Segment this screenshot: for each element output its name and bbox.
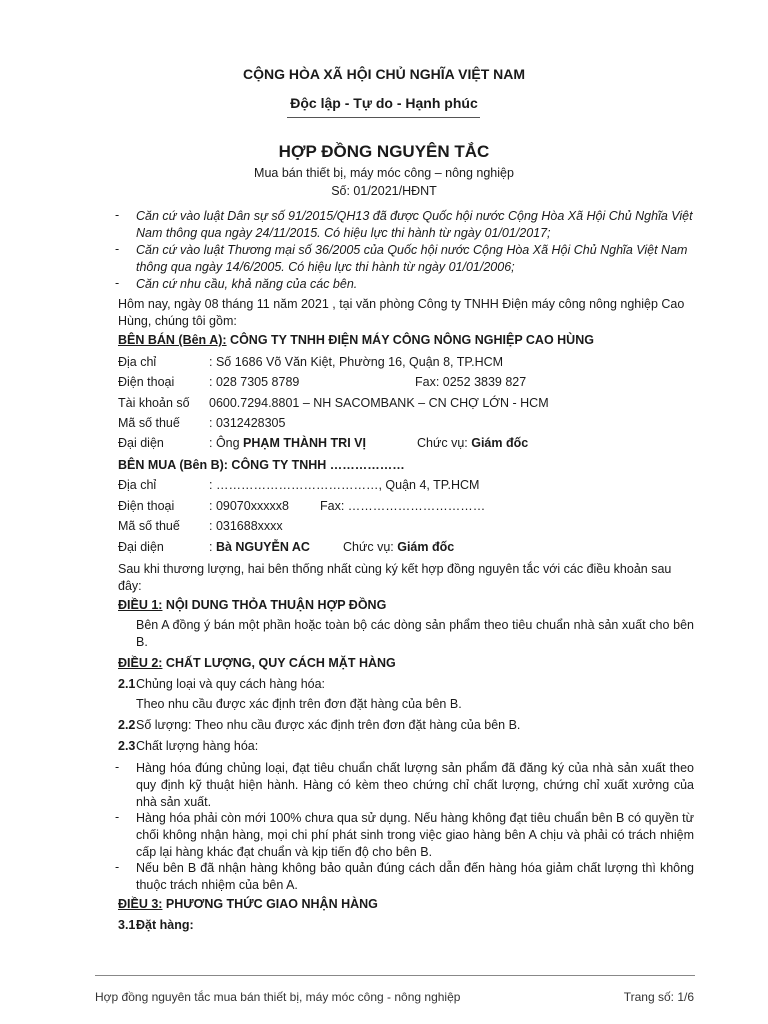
article-3-title: PHƯƠNG THỨC GIAO NHẬN HÀNG — [162, 897, 378, 911]
document-subtitle: Mua bán thiết bị, máy móc công – nông nghiệp — [254, 166, 514, 180]
party-a-fax: Fax: 0252 3839 827 — [415, 375, 527, 389]
party-a-position — [417, 436, 528, 450]
party-b-phone-label: Điện thoại — [118, 499, 175, 513]
party-a-position-value: Giám đốc — [471, 436, 529, 450]
section-2-3-title: Chất lượng hàng hóa: — [136, 739, 259, 753]
article-1-label: ĐIỀU 1: — [118, 598, 163, 612]
document-title: HỢP ĐỒNG NGUYÊN TẮC — [278, 142, 490, 161]
bullet-dash: - — [115, 276, 120, 290]
position-label: Chức vụ: — [417, 436, 472, 450]
bullet-dash: - — [115, 810, 120, 824]
quality-item-3: Nếu bên B đã nhận hàng không bảo quản đúng cách dẫn đến hàng hóa giảm chất lượng thì không thuộc trách nhiệm của bên A. — [136, 861, 694, 892]
basis-civil-law: Căn cứ vào luật Dân sự số 91/2015/QH13 đã được Quốc hội nước Cộng Hòa Xã Hội Chủ Nghĩa Việt Nam thông qua ngày 24/11/2015. Có hiệu lực thi hành từ ngày 01/01/2017; — [136, 209, 693, 240]
motto: Độc lập - Tự do - Hạnh phúc — [290, 95, 478, 111]
article-2-label: ĐIỀU 2: — [118, 656, 163, 670]
basis-commerce-law: Căn cứ vào luật Thương mại số 36/2005 của Quốc hội nước Cộng Hòa Xã Hội Chủ Nghĩa Việt Nam thông qua ngày 14/6/2005. Có hiệu lực thi hành từ ngày 01/01/2006; — [136, 243, 688, 274]
party-b-phone: : 09070xxxxx8 — [209, 499, 289, 513]
party-b-position-value: Giám đốc — [397, 540, 455, 554]
party-a-rep-label: Đại diện — [118, 436, 164, 450]
section-3-1-title: Đặt hàng: — [136, 918, 194, 932]
party-a-tax: : 0312428305 — [209, 416, 286, 430]
nation-title: CỘNG HÒA XÃ HỘI CHỦ NGHĨA VIỆT NAM — [242, 66, 526, 82]
party-a-address: : Số 1686 Võ Văn Kiệt, Phường 16, Quận 8, TP.HCM — [209, 355, 504, 369]
article-1-heading — [118, 598, 386, 612]
quality-item-2: Hàng hóa phải còn mới 100% chưa qua sử dụng. Nếu hàng không đạt tiêu chuẩn bên B có quyền từ chối không nhận hàng, mọi chi phí phát sinh trong việc giao hàng bên A chịu và phải có trách nhiệm cấp lại hàng khác đạt chuẩn và kịp tiến độ cho bên B. — [136, 811, 694, 859]
party-b-address-label: Địa chỉ — [118, 478, 157, 492]
footer-left: Hợp đồng nguyên tắc mua bán thiết bị, máy móc công - nông nghiệp — [95, 990, 461, 1004]
section-2-1-body: Theo nhu cầu được xác định trên đơn đặt hàng của bên B. — [136, 697, 462, 711]
article-2-title: CHẤT LƯỢNG, QUY CÁCH MẶT HÀNG — [162, 656, 396, 670]
party-a-account-label: Tài khoản số — [118, 396, 190, 410]
party-a-heading — [118, 333, 594, 347]
section-2-2-number: 2.2 — [118, 718, 136, 732]
party-b-representative — [209, 540, 310, 554]
bullet-dash: - — [115, 760, 120, 774]
section-2-1-title: Chủng loại và quy cách hàng hóa: — [136, 677, 326, 691]
bullet-dash: - — [115, 242, 120, 256]
article-1-title: NỘI DUNG THỎA THUẬN HỢP ĐỒNG — [162, 598, 387, 612]
party-b-fax: Fax: …………………………… — [320, 499, 486, 513]
section-2-1-number: 2.1 — [118, 677, 136, 691]
bullet-dash: - — [115, 208, 120, 222]
section-3-1-number: 3.1 — [118, 918, 136, 932]
article-2-heading — [118, 656, 396, 670]
bullet-dash: - — [115, 860, 120, 874]
rep-prefix: : — [209, 540, 216, 554]
page-number: Trang số: 1/6 — [623, 990, 694, 1004]
quality-item-1: Hàng hóa đúng chủng loại, đạt tiêu chuẩn chất lượng sản phẩm đã đăng ký của nhà sản xuất theo quy định kỹ thuật hiện hành. Hàng có kèm theo chứng chỉ chất lượng, chứng chỉ xuất xưởng của nhà sản xuất. — [136, 761, 694, 809]
article-3-label: ĐIỀU 3: — [118, 897, 163, 911]
party-a-phone-label: Điện thoại — [118, 375, 175, 389]
party-b-rep-name: Bà NGUYỄN AC — [215, 540, 310, 554]
party-a-phone: : 028 7305 8789 — [209, 375, 300, 389]
article-1-body: Bên A đồng ý bán một phần hoặc toàn bộ các dòng sản phẩm theo tiêu chuẩn nhà sản xuất cho bên B. — [136, 618, 694, 649]
footer-divider — [95, 975, 695, 976]
party-b-rep-label: Đại diện — [118, 540, 164, 554]
party-a-address-label: Địa chỉ — [118, 355, 157, 369]
rep-prefix: : Ông — [209, 436, 244, 450]
section-2-2-text: Số lượng: Theo nhu cầu được xác định trên đơn đặt hàng của bên B. — [136, 718, 521, 732]
section-2-3-number: 2.3 — [118, 739, 136, 753]
position-label: Chức vụ: — [343, 540, 398, 554]
document-number: Số: 01/2021/HĐNT — [331, 184, 437, 198]
motto-underline — [287, 117, 480, 118]
agreement-paragraph: Sau khi thương lượng, hai bên thống nhất cùng ký kết hợp đồng nguyên tắc với các điều khoản sau đây: — [118, 562, 672, 593]
party-b-heading: BÊN MUA (Bên B): CÔNG TY TNHH ……………… — [118, 458, 405, 472]
intro-paragraph: Hôm nay, ngày 08 tháng 11 năm 2021 , tại văn phòng Công ty TNHH Điện máy công nông nghiệp Cao Hùng, chúng tôi gồm: — [118, 297, 685, 328]
party-a-representative — [209, 436, 366, 450]
party-a-tax-label: Mã số thuế — [118, 416, 180, 430]
party-a-company: CÔNG TY TNHH ĐIỆN MÁY CÔNG NÔNG NGHIỆP CAO HÙNG — [230, 333, 594, 347]
party-a-rep-name: PHẠM THÀNH TRI VỊ — [243, 436, 366, 450]
basis-needs: Căn cứ nhu cầu, khả năng của các bên. — [136, 277, 358, 291]
party-b-tax: : 031688xxxx — [209, 519, 283, 533]
party-b-tax-label: Mã số thuế — [118, 519, 180, 533]
party-a-account: 0600.7294.8801 – NH SACOMBANK – CN CHỢ LỚN - HCM — [209, 396, 549, 410]
party-b-address: : …………………………………, Quận 4, TP.HCM — [209, 478, 480, 492]
party-a-label: BÊN BÁN (Bên A): — [118, 333, 227, 347]
article-3-heading — [118, 897, 378, 911]
party-b-position — [343, 540, 454, 554]
